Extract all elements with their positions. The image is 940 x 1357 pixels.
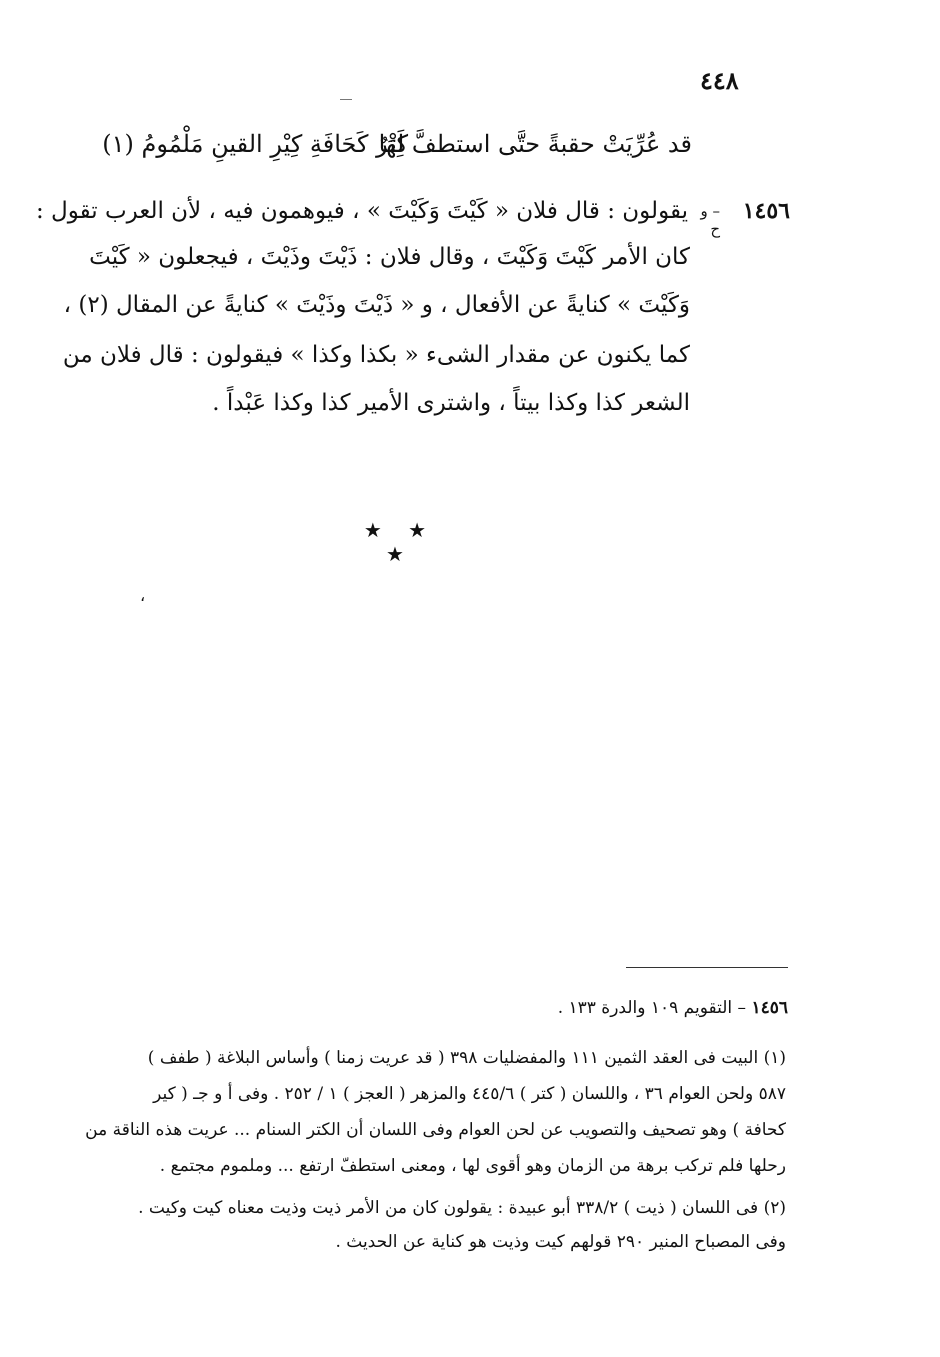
footnote-2-line-1: (٢) فى اللسان ( ذيت ) ٣٣٨/٢ أبو عبيدة : يقولون كان من الأمر ذيت وذيت معناه كيت وكيت . (138, 1198, 786, 1218)
entry-line-1: يقولون : قال فلان « كَيْتَ وَكَيْتَ » ، فيوهمون فيه ، لأن العرب تقول : (36, 198, 688, 224)
entry-number: ١٤٥٦ (742, 198, 790, 224)
entry-line-5: الشعر كذا وكذا بيتاً ، واشترى الأمير كذا وكذا عَبْداً . (212, 390, 690, 416)
footnote-1-line-2: ٥٨٧ ولحن العوام ٣٦ ، واللسان ( كتر ) ٤٤٥/٦ والمزهر ( العجز ) ١ / ٢٥٢ . وفى أ و جـ ( كير (153, 1084, 786, 1104)
entry-line-4: كما يكنون عن مقدار الشىء « بكذا وكذا » فيقولون : قال فلان من (62, 342, 690, 368)
entry-line-2: كان الأمر كَيْتَ وَكَيْتَ ، وقال فلان : ذَيْتَ وذَيْتَ ، فيجعلون « كَيْتَ (89, 244, 690, 270)
footnote-1-line-4: رحلها فلم تركب برهة من الزمان وهو أقوى لها ، ومعنى استطفّ ارتفع ... وملموم مجتمع . (159, 1156, 786, 1176)
footnote-1-line-1: (١) البيت فى العقد الثمين ١١١ والمفضليات ٣٩٨ ( قد عريت زمنا ) وأساس البلاغة ( طفف ) (147, 1048, 786, 1068)
header-tick (340, 99, 352, 100)
footnote-2-line-2: وفى المصباح المنير ٢٩٠ قولهم كيت وذيت هو كناية عن الحديث . (335, 1232, 786, 1252)
verse-left-hemistich: كِتْرٌ كَحَافَةِ كِيْرِ القينِ مَلْمُومُ (١) (102, 130, 408, 158)
stray-mark: ، (140, 586, 146, 605)
entry-source-mark: – و ح (700, 202, 720, 238)
verse-right-hemistich: قد عُرِّيَتْ حقبةً حتَّى استطفَّ لَهَا (378, 130, 692, 158)
footnote-source-text: – التقويم ١٠٩ والدرة ١٣٣ . (557, 998, 747, 1018)
entry-line-3: وَكَيْتَ » كنايةً عن الأفعال ، و « ذَيْتَ وذَيْتَ » كنايةً عن المقال (٢) ، (63, 292, 690, 318)
footnote-rule (626, 967, 788, 968)
section-separator: ★ ★ ★ (363, 518, 437, 566)
footnote-source-number: ١٤٥٦ (751, 998, 788, 1018)
footnote-1-line-3: كحافة ) وهو تصحيف والتصويب عن لحن العوام وفى اللسان أن الكتر السنام ... عريت هذه الناقة من (85, 1120, 786, 1140)
footnote-source (440, 998, 788, 1018)
page-number: ٤٤٨ (700, 66, 739, 95)
